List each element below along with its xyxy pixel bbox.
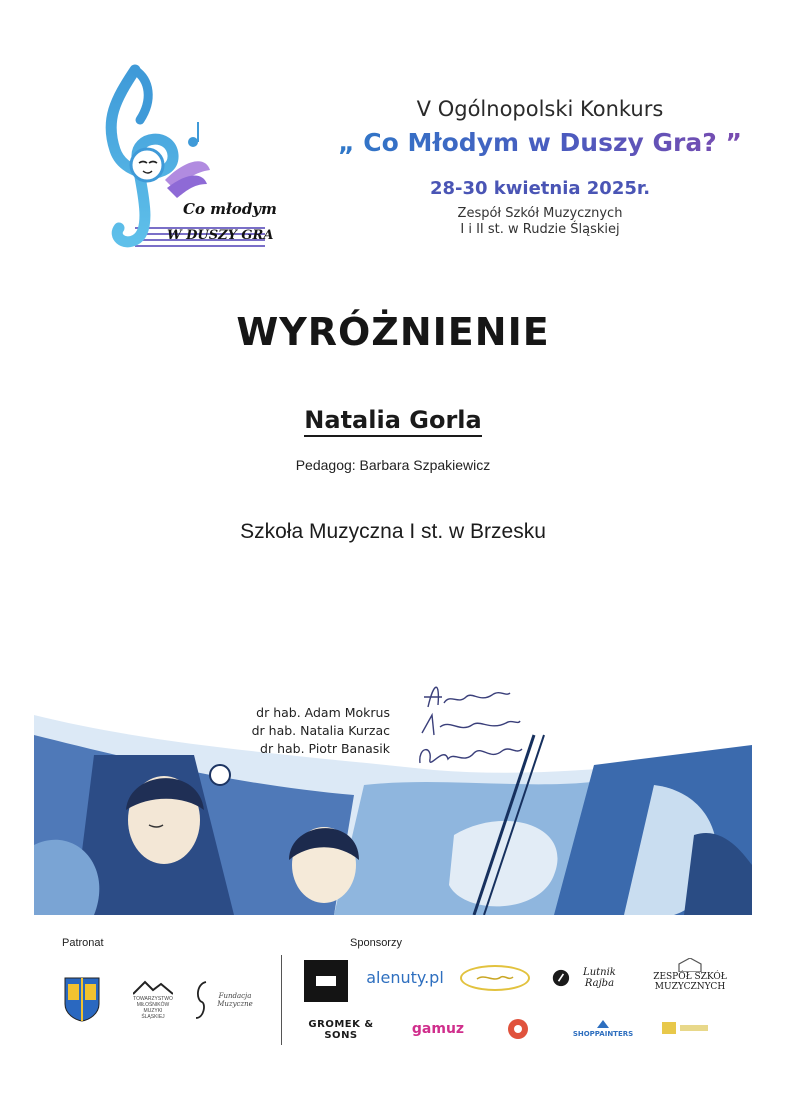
logo-text-line2: W DUSZY GRA [167, 228, 274, 243]
school-name: Szkoła Muzyczna I st. w Brzesku [240, 520, 546, 543]
patron-logo-tmms-text: TOWARZYSTWO MIŁOŚNIKÓW MUZYKI ŚLĄSKIEJ [133, 996, 173, 1020]
footer-divider [281, 955, 282, 1045]
competition-title [330, 128, 750, 157]
sponsor-logo-shoppainters [572, 1014, 634, 1042]
patronat-label: Patronat [62, 937, 104, 949]
sponsor-logo-zsm [645, 955, 735, 995]
competition-title-text: „ Co Młodym w Duszy Gra? ” [338, 128, 742, 157]
jury-member-2: dr hab. Natalia Kurzac [251, 723, 390, 738]
piano-icon [316, 976, 336, 986]
competition-dates: 28-30 kwietnia 2025r. [429, 178, 651, 199]
sponsors-label: Sponsorzy [350, 937, 402, 949]
patron-logo-fundacja [190, 978, 260, 1022]
teacher-line: Pedagog: Barbara Szpakiewicz [295, 457, 491, 473]
competition-edition: V Ogólnopolski Konkurs [416, 97, 664, 121]
coat-of-arms-logo [62, 975, 102, 1023]
jury-member-3: dr hab. Piotr Banasik [260, 741, 390, 756]
organizer-line1: Zespół Szkół Muzycznych [457, 206, 623, 221]
recipient-name [0, 406, 786, 434]
coat-of-arms-icon [63, 976, 101, 1022]
sponsor-logo-red-circle [488, 1016, 548, 1042]
jury-signatures [410, 675, 530, 775]
signatures-icon [410, 675, 530, 775]
paint-icon [595, 1018, 611, 1030]
sponsor-logo-gold [655, 1016, 715, 1040]
red-badge-icon [507, 1018, 529, 1040]
script-logo-icon [475, 973, 515, 983]
sponsor-logo-gamuz: gamuz [411, 1021, 465, 1037]
sponsor-logo-oval [460, 965, 530, 991]
sponsor-logo-alenuty: alenuty.pl [366, 967, 444, 987]
patron-logo-fundacja-text: Fundacja Muzyczne [217, 992, 253, 1008]
competition-logo [95, 60, 285, 260]
sponsor-logo-shoppainters-text: SHOPPAINTERS [572, 1030, 634, 1038]
organizer-line2: I i II st. w Rudzie Śląskiej [460, 222, 620, 237]
sponsor-logo-rajba-text: Lutnik Rajba [583, 967, 616, 989]
building-icon [677, 958, 703, 972]
mountains-icon [133, 980, 173, 996]
violin-badge-icon [552, 967, 570, 989]
musicians-illustration [34, 715, 752, 915]
recipient-name-text: Natalia Gorla [304, 406, 481, 437]
gold-emblem-icon [660, 1018, 710, 1038]
jury-member-1: dr hab. Adam Mokrus [256, 705, 390, 720]
award-title: WYRÓŻNIENIE [236, 310, 550, 354]
sponsor-logo-gromek: GROMEK & SONS [308, 1019, 374, 1041]
sponsor-logo-rajba [552, 965, 626, 991]
sponsor-logo-dark-square [304, 960, 348, 1002]
f-clef-icon [192, 980, 212, 1020]
patron-logo-tmms [128, 975, 178, 1025]
logo-text-line1: Co młodym [183, 200, 277, 218]
sponsor-logo-zsm-text: ZESPÓŁ SZKÓŁ MUZYCZNYCH [653, 972, 727, 992]
